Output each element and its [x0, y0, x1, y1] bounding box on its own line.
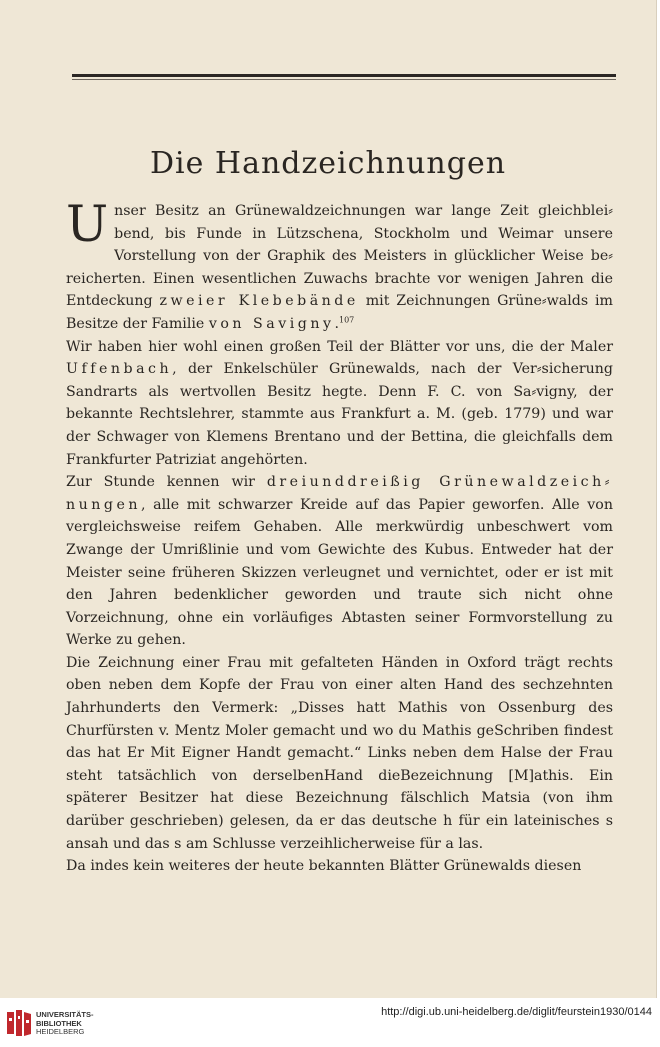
- library-logo[interactable]: [6, 1006, 106, 1042]
- paragraph: [66, 855, 613, 878]
- text-run: Zur Stunde kennen wir: [66, 474, 267, 491]
- spaced-emphasis: zweier Klebebände: [159, 293, 359, 310]
- spaced-emphasis: von Savigny: [208, 315, 335, 332]
- text-run: Die Zeichnung einer Frau mit gefalteten Händen in Oxford trägt rechts oben neben dem Kopfe der Frau von einer alten Hand des sechzehnten Jahrhunderts den Vermerk: „Disses hatt Mathis von Ossenburg des Churfürsten v. Mentz Moler gemacht und wo du Mathis geSchriben findest das hat Er Mit Eigner Handt gemacht.“ Links neben dem Halse der Frau steht tatsächlich von derselbenHand dieBezeichnung [M]athis. Ein späterer Besitzer hat diese Bezeichnung fälschlich Matsia (von ihm darüber geschrieben) gelesen, da er das deutsche h für ein lateinisches s ansah und das s am Schlusse verzeihlicherweise für a las.: [66, 654, 613, 852]
- text-run: mit Zeichnungen Grüne⸗walds im Besitze der Familie: [66, 293, 613, 332]
- footer-bar: [0, 998, 660, 1047]
- library-logo-icon: [6, 1008, 32, 1038]
- text-run: Da indes kein weiteres der heute bekannten Blätter Grünewalds diesen: [66, 858, 582, 875]
- library-logo-text: [36, 1011, 94, 1037]
- text-run: .: [334, 315, 339, 332]
- source-url-link[interactable]: http://digi.ub.uni-heidelberg.de/diglit/feurstein1930/0144: [381, 1006, 652, 1018]
- spaced-emphasis: dreiunddreißig Grünewaldzeich⸗nungen: [66, 474, 613, 513]
- drop-cap: U: [66, 195, 109, 253]
- text-run: nser Besitz an Grünewaldzeichnungen war lange Zeit gleichblei⸗bend, bis Funde in Lützschena, Stockholm und Weimar unsere Vorstellung von der Graphik des Meisters in glücklicher Weise be⸗reicherten. Einen wesentlichen Zuwachs brachte vor wenigen Jahren die Entdeckung: [66, 203, 613, 310]
- body-text: [66, 195, 613, 878]
- header-rule: [72, 74, 616, 77]
- logo-line-3: HEIDELBERG: [36, 1027, 85, 1036]
- page-title: Die Handzeichnungen: [149, 146, 507, 181]
- text-run: , der Enkelschüler Grünewalds, nach der Ver⸗sicherung Sandrarts als wertvollen Besitz hegte. Denn F. C. von Sa⸗vigny, der bekannte Rechtslehrer, stammte aus Frankfurt a. M. (geb. 1779) und war der Schwager von Klemens Brentano und der Bettina, die gleichfalls dem Frankfurter Patriziat angehörten.: [66, 361, 613, 468]
- text-run: Wir haben hier wohl einen großen Teil der Blätter vor uns, die der Maler: [66, 338, 613, 355]
- paragraph: [66, 336, 613, 472]
- text-run: , alle mit schwarzer Kreide auf das Papier geworfen. Alle von vergleichsweise reifem Gehaben. Alle merkwürdig unbeschwert vom Zwange der Umrißlinie und vom Gewichte des Kubus. Entweder hat der Meister seine früheren Skizzen verleugnet und vernichtet, oder er ist mit den Jahren bedenklicher geworden und traute sich nicht ohne Vorzeichnung, ohne ein vorläufiges Abtasten seiner Formvorstellung zu Werke zu gehen.: [66, 496, 613, 649]
- paragraph: [66, 652, 613, 855]
- paragraph: [66, 471, 613, 652]
- spaced-emphasis: Uffenbach: [66, 361, 173, 378]
- footnote-ref[interactable]: 107: [339, 315, 355, 325]
- paragraph: [66, 195, 613, 336]
- logo-line-1: UNIVERSITÄTS-: [36, 1010, 94, 1019]
- logo-line-2: BIBLIOTHEK: [36, 1018, 82, 1028]
